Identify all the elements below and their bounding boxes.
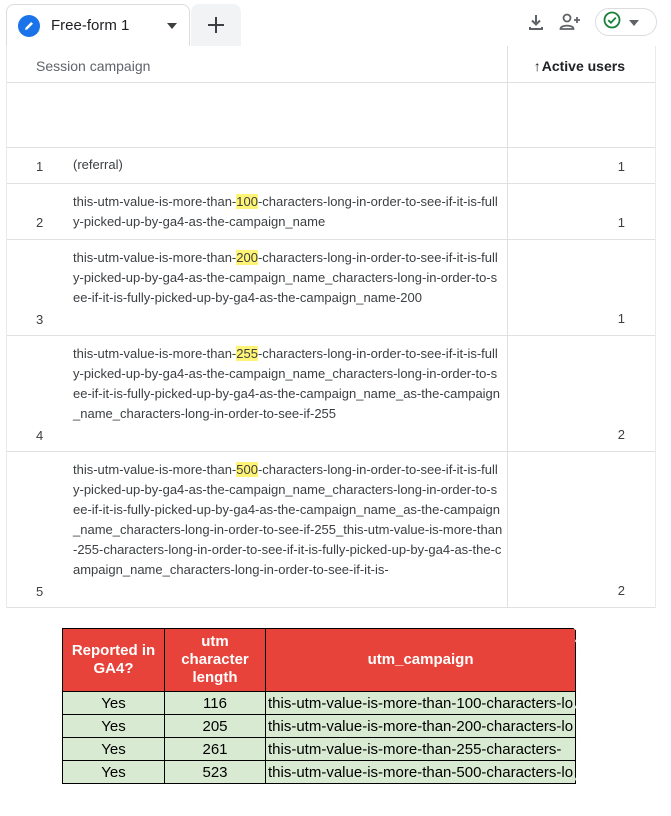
sheet-header-row <box>63 629 576 692</box>
row-index: 2 <box>36 215 44 230</box>
row-index: 4 <box>36 428 44 443</box>
caret-down-icon[interactable] <box>164 20 180 32</box>
campaign-cell <box>73 248 503 308</box>
pencil-icon <box>18 15 40 37</box>
sheet-row <box>63 761 576 784</box>
campaign-text-rest: -characters-long-in-order-to-see-if-it-is-fully-picked-up-by-ga4-as-the-campaign_name_characters-long-in-order-to-see-if-it-is-fully-picked-up-by-ga4-as-the-campaign_name_as-the-campaign_name_characters-long-in-order-to-see-if-255_this-utm-value-is-more-than-255-characters-long-in-order-to-see-if-it-is-fully-picked-up-by-ga4-as-the-campaign_name_characters-long-in-order-to-see-if-it-is- <box>73 462 503 577</box>
campaign-cell: this-utm-value-is-more-than-255-characters- <box>266 738 576 761</box>
campaign-cell <box>73 192 503 232</box>
caret-down-icon <box>629 13 639 31</box>
campaign-text-rest: -characters-long-in-order-to-see-if-it-is-fully-picked-up-by-ga4-as-the-campaign_name <box>73 194 498 229</box>
campaign-text-rest: -characters-long-in-order-to-see-if-it-is-fully-picked-up-by-ga4-as-the-campaign_name_characters-long-in-order-to-see-if-it-is-fully-picked-up-by-ga4-as-the-campaign_name-200 <box>73 250 498 305</box>
reported-cell: Yes <box>63 761 165 784</box>
table-row[interactable] <box>7 335 655 452</box>
row-index: 5 <box>36 584 44 599</box>
download-icon[interactable] <box>524 10 548 34</box>
tab-label: Free-form 1 <box>51 17 130 34</box>
tab-free-form-1[interactable] <box>6 4 190 46</box>
tab-bar <box>0 0 671 46</box>
add-tab-button[interactable] <box>191 4 241 46</box>
share-person-add-icon[interactable] <box>558 10 582 34</box>
reported-cell: Yes <box>63 715 165 738</box>
campaign-cell: this-utm-value-is-more-than-100-characters-lo <box>266 692 576 715</box>
campaign-cell <box>73 155 503 175</box>
campaign-cell: this-utm-value-is-more-than-500-characters-lo <box>266 761 576 784</box>
sheet-header-campaign: utm_campaign <box>266 629 576 692</box>
campaign-text-rest: -characters-long-in-order-to-see-if-it-is-fully-picked-up-by-ga4-as-the-campaign_name_characters-long-in-order-to-see-if-it-is-fully-picked-up-by-ga4-as-the-campaign_name_as-the-campaign_name_characters-long-in-order-to-see-if-255 <box>73 346 501 421</box>
highlighted-length: 500 <box>236 462 258 477</box>
active-users-value: 1 <box>617 215 625 230</box>
highlighted-length: 200 <box>236 250 258 265</box>
sheet-row <box>63 715 576 738</box>
campaign-text-start: this-utm-value-is-more-than- <box>73 194 237 209</box>
reported-cell: Yes <box>63 692 165 715</box>
reported-cell: Yes <box>63 738 165 761</box>
report-table <box>6 46 656 608</box>
active-users-value: 1 <box>617 159 625 174</box>
active-users-value: 2 <box>617 427 625 442</box>
length-cell: 205 <box>165 715 266 738</box>
row-index: 1 <box>36 159 44 174</box>
sheet-row <box>63 738 576 761</box>
dimension-header[interactable]: Session campaign <box>36 58 151 74</box>
sheet-header-length: utm character length <box>165 629 266 692</box>
metric-header-label: Active users <box>541 58 625 74</box>
totals-row <box>7 82 655 148</box>
campaign-text-start: this-utm-value-is-more-than- <box>73 250 237 265</box>
table-header <box>7 46 655 83</box>
plus-icon <box>207 16 225 34</box>
metric-header[interactable] <box>534 58 625 74</box>
highlighted-length: 255 <box>236 346 258 361</box>
row-index: 3 <box>36 312 44 327</box>
check-circle-icon <box>603 11 621 34</box>
length-cell: 523 <box>165 761 266 784</box>
length-cell: 261 <box>165 738 266 761</box>
campaign-text: (referral) <box>73 157 123 172</box>
table-row[interactable] <box>7 451 655 608</box>
campaign-text-start: this-utm-value-is-more-than- <box>73 462 237 477</box>
campaign-cell <box>73 344 503 424</box>
campaign-cell: this-utm-value-is-more-than-200-characters-lo <box>266 715 576 738</box>
sheet-row <box>63 692 576 715</box>
table-row[interactable] <box>7 147 655 184</box>
status-pill[interactable] <box>595 8 657 36</box>
utm-length-sheet <box>62 628 576 784</box>
campaign-text-start: this-utm-value-is-more-than- <box>73 346 237 361</box>
sheet-header-reported: Reported in GA4? <box>63 629 165 692</box>
campaign-cell <box>73 460 503 580</box>
sort-arrow-icon: ↑ <box>533 58 541 74</box>
active-users-value: 2 <box>617 583 625 598</box>
active-users-value: 1 <box>617 311 625 326</box>
length-cell: 116 <box>165 692 266 715</box>
torn-edge-decoration <box>562 625 602 803</box>
table-row[interactable] <box>7 183 655 240</box>
highlighted-length: 100 <box>236 194 258 209</box>
table-row[interactable] <box>7 239 655 336</box>
